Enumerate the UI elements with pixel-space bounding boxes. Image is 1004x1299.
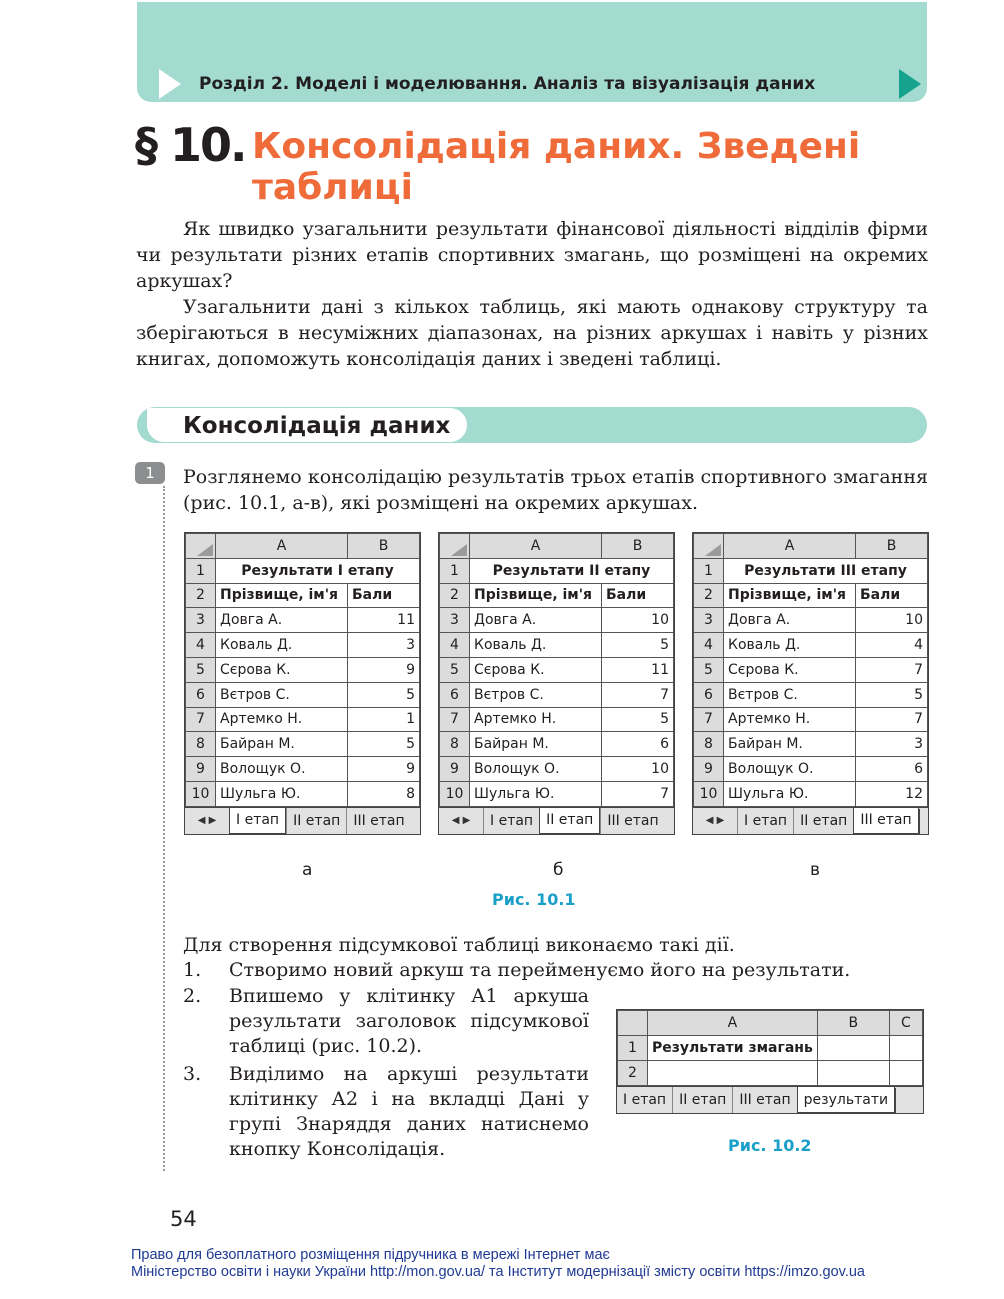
footer	[131, 1247, 865, 1281]
row-header[interactable]: 8	[440, 732, 470, 757]
sheet-caption: б	[553, 860, 564, 880]
arrow-right-icon	[159, 69, 181, 99]
row-header[interactable]: 3	[186, 608, 216, 633]
name-cell[interactable]: Байран М.	[724, 732, 856, 757]
score-cell[interactable]: 7	[602, 781, 674, 806]
score-cell[interactable]: 11	[348, 608, 420, 633]
row-header[interactable]: 1	[694, 558, 724, 583]
score-cell[interactable]: 5	[856, 682, 928, 707]
name-cell[interactable]: Сєрова К.	[216, 657, 348, 682]
figure-10-2-caption: Рис. 10.2	[728, 1136, 812, 1155]
header-name-cell[interactable]: Прізвище, ім'я	[724, 583, 856, 608]
sheet-title-cell[interactable]: Результати І етапу	[216, 558, 420, 583]
intro-text	[136, 216, 928, 372]
row-header[interactable]: 8	[186, 732, 216, 757]
row-header[interactable]: 10	[440, 781, 470, 806]
score-cell[interactable]: 8	[348, 781, 420, 806]
row-header[interactable]: 5	[186, 657, 216, 682]
sheet-tab-active[interactable]: І етап	[229, 808, 286, 834]
column-header-a[interactable]: A	[724, 534, 856, 559]
section-paragraph: Розглянемо консолідацію результатів трьох етапів спортивного змагання (рис. 10.1, а-в), які розміщені на окремих аркушах.	[183, 466, 928, 514]
name-cell[interactable]: Вєтров С.	[724, 682, 856, 707]
cell-a2[interactable]	[648, 1061, 818, 1086]
score-cell[interactable]: 10	[856, 608, 928, 633]
score-cell[interactable]: 7	[856, 707, 928, 732]
chapter-title: Розділ 2. Моделі і моделювання. Аналіз та візуалізація даних	[199, 74, 816, 94]
name-cell[interactable]: Артемко Н.	[470, 707, 602, 732]
row-header[interactable]: 2	[186, 583, 216, 608]
step-2-number: 2.	[183, 985, 202, 1007]
step-1-text: Створимо новий аркуш та перейменуємо його на результати.	[229, 959, 851, 981]
score-cell[interactable]: 11	[602, 657, 674, 682]
name-cell[interactable]: Артемко Н.	[216, 707, 348, 732]
sheet-tab[interactable]: ІІІ етап	[732, 1087, 796, 1113]
score-cell[interactable]: 7	[856, 657, 928, 682]
sheet-tabs	[185, 807, 420, 834]
row-header[interactable]: 3	[440, 608, 470, 633]
row-header[interactable]: 6	[694, 682, 724, 707]
cell-b2[interactable]	[817, 1061, 889, 1086]
sheet-tab[interactable]: ІІ етап	[793, 808, 853, 834]
paragraph-number: § 10.	[135, 118, 246, 172]
sheet-title-cell[interactable]: Результати ІІ етапу	[470, 558, 674, 583]
sheet-tab-active[interactable]: ІІІ етап	[853, 808, 918, 834]
section-title: Консолідація даних	[183, 413, 451, 439]
sheet-tab[interactable]: І етап	[737, 808, 793, 834]
score-cell[interactable]: 7	[602, 682, 674, 707]
name-cell[interactable]: Волощук О.	[470, 757, 602, 782]
score-cell[interactable]: 12	[856, 781, 928, 806]
name-cell[interactable]: Артемко Н.	[724, 707, 856, 732]
score-cell[interactable]: 9	[348, 757, 420, 782]
row-header[interactable]: 4	[186, 633, 216, 658]
section-text	[183, 464, 928, 516]
intro-paragraph-1: Як швидко узагальнити результати фінансової діяльності відділів фірми чи результати різних етапів спортивних змагань, що розміщені на окремих аркушах?	[136, 218, 928, 292]
name-cell[interactable]: Вєтров С.	[216, 682, 348, 707]
results-sheet	[616, 1009, 924, 1114]
column-header-b[interactable]: B	[856, 534, 928, 559]
cell-b1[interactable]	[817, 1036, 889, 1061]
header-score-cell[interactable]: Бали	[348, 583, 420, 608]
results-grid	[617, 1010, 923, 1086]
score-cell[interactable]: 9	[348, 657, 420, 682]
score-cell[interactable]: 5	[348, 732, 420, 757]
row-header[interactable]: 7	[694, 707, 724, 732]
row-header-2[interactable]: 2	[618, 1061, 648, 1086]
footer-line-2: Міністерство освіти і науки України http://mon.gov.ua/ та Інститут модернізації змісту освіти https://imzo.gov.ua	[131, 1264, 865, 1280]
score-cell[interactable]: 10	[602, 608, 674, 633]
column-header-a[interactable]: A	[648, 1011, 818, 1036]
chapter-banner	[137, 2, 927, 102]
column-header-c[interactable]: C	[889, 1011, 922, 1036]
sheet-caption: в	[810, 860, 821, 880]
sheet-tabs	[693, 807, 928, 834]
corner-cell[interactable]	[186, 534, 216, 559]
row-header[interactable]: 3	[694, 608, 724, 633]
paragraph-title: Консолідація даних. Зведені таблиці	[252, 126, 861, 208]
header-score-cell[interactable]: Бали	[856, 583, 928, 608]
tab-scroll-arrows-icon[interactable]: ◀ ▶	[705, 815, 725, 827]
sheet-2	[438, 532, 675, 835]
name-cell[interactable]: Шульга Ю.	[724, 781, 856, 806]
page-number: 54	[170, 1207, 197, 1231]
row-header[interactable]: 6	[440, 682, 470, 707]
row-header[interactable]: 2	[440, 583, 470, 608]
item-number-badge: 1	[135, 462, 165, 484]
row-header[interactable]: 9	[440, 757, 470, 782]
name-cell[interactable]: Коваль Д.	[216, 633, 348, 658]
next-arrow-icon	[899, 69, 921, 99]
name-cell[interactable]: Сєрова К.	[470, 657, 602, 682]
row-header[interactable]: 4	[694, 633, 724, 658]
sheet-caption: а	[302, 860, 313, 880]
name-cell[interactable]: Волощук О.	[724, 757, 856, 782]
corner-cell[interactable]	[440, 534, 470, 559]
row-header[interactable]: 10	[186, 781, 216, 806]
cell-c1[interactable]	[889, 1036, 922, 1061]
column-header-a[interactable]: A	[470, 534, 602, 559]
name-cell[interactable]: Вєтров С.	[470, 682, 602, 707]
sheet-tab-active[interactable]: результати	[797, 1087, 895, 1113]
name-cell[interactable]: Коваль Д.	[470, 633, 602, 658]
sheet-tab[interactable]: І етап	[483, 808, 539, 834]
row-header[interactable]: 1	[186, 558, 216, 583]
row-header[interactable]: 6	[186, 682, 216, 707]
sheet-tab[interactable]: ІІІ етап	[346, 808, 410, 834]
sheet-title-cell[interactable]: Результати ІІІ етапу	[724, 558, 928, 583]
row-header[interactable]: 10	[694, 781, 724, 806]
sheet-1	[184, 532, 421, 835]
step-3-number: 3.	[183, 1063, 202, 1085]
sheet-3	[692, 532, 929, 835]
column-header-b[interactable]: B	[602, 534, 674, 559]
sheet-tab-active[interactable]: ІІ етап	[539, 808, 600, 834]
header-score-cell[interactable]: Бали	[602, 583, 674, 608]
header-name-cell[interactable]: Прізвище, ім'я	[470, 583, 602, 608]
corner-cell[interactable]	[694, 534, 724, 559]
name-cell[interactable]: Довга А.	[216, 608, 348, 633]
sheet-tab[interactable]: ІІ етап	[286, 808, 346, 834]
sheet-tab[interactable]: ІІІ етап	[600, 808, 664, 834]
column-header-b[interactable]: B	[348, 534, 420, 559]
row-header[interactable]: 9	[694, 757, 724, 782]
sheet-grid	[439, 533, 674, 807]
name-cell[interactable]: Коваль Д.	[724, 633, 856, 658]
cell-c2[interactable]	[889, 1061, 922, 1086]
score-cell[interactable]: 5	[348, 682, 420, 707]
score-cell[interactable]: 6	[856, 757, 928, 782]
name-cell[interactable]: Байран М.	[470, 732, 602, 757]
name-cell[interactable]: Шульга Ю.	[470, 781, 602, 806]
name-cell[interactable]: Довга А.	[470, 608, 602, 633]
row-header[interactable]: 5	[440, 657, 470, 682]
row-header[interactable]: 5	[694, 657, 724, 682]
cell-a1[interactable]: Результати змагань	[648, 1036, 818, 1061]
sheet-tab[interactable]: І етап	[623, 1092, 667, 1108]
sheet-tabs	[439, 807, 674, 834]
row-header[interactable]: 1	[440, 558, 470, 583]
row-header[interactable]: 7	[440, 707, 470, 732]
sheet-tab[interactable]: ІІ етап	[672, 1087, 732, 1113]
tab-scroll-arrows-icon[interactable]: ◀ ▶	[451, 815, 471, 827]
step-3-text: Виділимо на аркуші результати клітинку А2 і на вкладці Дані у групі Знаряддя даних натиснемо кнопку Консолідація.	[229, 1063, 589, 1160]
results-sheet-tabs	[617, 1086, 923, 1113]
name-cell[interactable]: Довга А.	[724, 608, 856, 633]
step-2-text: Впишемо у клітинку А1 аркуша результати заголовок підсумкової таблиці (рис. 10.2).	[229, 985, 589, 1057]
score-cell[interactable]: 3	[348, 633, 420, 658]
name-cell[interactable]: Байран М.	[216, 732, 348, 757]
score-cell[interactable]: 1	[348, 707, 420, 732]
intro-paragraph-2: Узагальнити дані з кількох таблиць, які мають однакову структуру та зберігаються в несуміжних діапазонах, на різних аркушах і навіть у різних книгах, допоможуть консолідація даних і зведені таблиці.	[136, 296, 928, 370]
steps-intro: Для створення підсумкової таблиці виконаємо такі дії.	[183, 934, 735, 956]
name-cell[interactable]: Сєрова К.	[724, 657, 856, 682]
row-header[interactable]: 4	[440, 633, 470, 658]
score-cell[interactable]: 6	[602, 732, 674, 757]
row-header[interactable]: 9	[186, 757, 216, 782]
row-header-1[interactable]: 1	[618, 1036, 648, 1061]
tab-scroll-arrows-icon[interactable]: ◀ ▶	[197, 815, 217, 827]
score-cell[interactable]: 5	[602, 707, 674, 732]
corner-cell[interactable]	[618, 1011, 648, 1036]
margin-dotted-line	[163, 486, 165, 1171]
column-header-b[interactable]: B	[817, 1011, 889, 1036]
row-header[interactable]: 8	[694, 732, 724, 757]
name-cell[interactable]: Шульга Ю.	[216, 781, 348, 806]
score-cell[interactable]: 5	[602, 633, 674, 658]
row-header[interactable]: 7	[186, 707, 216, 732]
sheet-grid	[693, 533, 928, 807]
score-cell[interactable]: 3	[856, 732, 928, 757]
step-1-number: 1.	[183, 959, 202, 981]
row-header[interactable]: 2	[694, 583, 724, 608]
sheet-grid	[185, 533, 420, 807]
figure-10-1-caption: Рис. 10.1	[492, 890, 576, 909]
name-cell[interactable]: Волощук О.	[216, 757, 348, 782]
score-cell[interactable]: 4	[856, 633, 928, 658]
footer-line-1: Право для безоплатного розміщення підручника в мережі Інтернет має	[131, 1247, 610, 1263]
score-cell[interactable]: 10	[602, 757, 674, 782]
header-name-cell[interactable]: Прізвище, ім'я	[216, 583, 348, 608]
column-header-a[interactable]: A	[216, 534, 348, 559]
